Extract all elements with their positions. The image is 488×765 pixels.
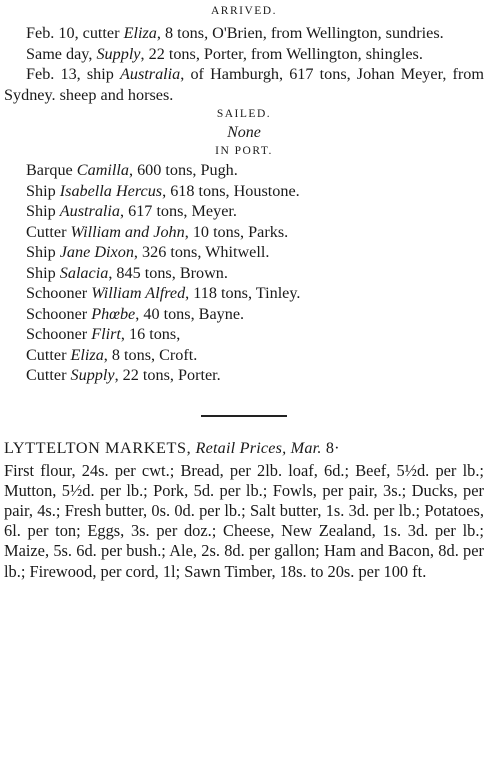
vessel-type: Schooner (26, 284, 92, 302)
vessel-name: Eliza (123, 24, 157, 42)
section-divider (201, 415, 287, 417)
sailed-heading: SAILED. (216, 108, 272, 120)
vessel-details: , 617 tons, Meyer. (120, 202, 237, 220)
vessel-name: Jane Dixon (59, 243, 134, 261)
list-item (4, 263, 484, 284)
vessel-type: Schooner (26, 325, 92, 343)
vessel-type: Barque (26, 161, 77, 179)
list-item (4, 304, 484, 325)
vessel-details: , 10 tons, Parks. (184, 222, 289, 241)
arrival-date: Same day, (26, 44, 97, 63)
vessel-details: , 40 tons, Bayne. (135, 304, 245, 323)
markets-title-main: LYTTELTON MARKETS, (4, 438, 192, 457)
vessel-details: , 600 tons, Pugh. (128, 161, 238, 179)
vessel-type: Ship (26, 263, 60, 282)
markets-title-date: 8· (325, 438, 340, 457)
vessel-details: , 16 tons, (120, 325, 181, 343)
list-item (4, 222, 484, 243)
arrival-entry (4, 64, 484, 105)
list-item (4, 345, 484, 366)
list-item (4, 242, 484, 263)
arrival-details: , of Hamburgh, 617 tons, Johan Meyer, from Sydney. sheep and horses. (4, 65, 484, 104)
vessel-type: Schooner (26, 304, 92, 323)
vessel-name: Phœbe (91, 304, 136, 323)
vessel-details: , 8 tons, Croft. (103, 345, 198, 364)
markets-title-subtitle: Retail Prices, Mar. (195, 438, 322, 457)
arrival-details: , 8 tons, O'Brien, from Wellington, sundries. (156, 24, 444, 42)
vessel-details: , 845 tons, Brown. (108, 263, 228, 282)
in-port-list (4, 160, 484, 386)
vessel-details: , 326 tons, Whitwell. (133, 243, 270, 261)
arrival-date: Feb. 13, ship (26, 65, 120, 83)
vessel-type: Cutter (26, 345, 71, 364)
vessel-type: Ship (26, 243, 60, 261)
markets-prices: First flour, 24s. per cwt.; Bread, per 2lb. loaf, 6d.; Beef, 5½d. per lb.; Mutton, 5½d. per lb.; Pork, 5d. per lb.; Fowls, per pair, 3s.; Ducks, per pair, 4s.; Fresh butter, 0s. 0d. per lb.; Salt butter, 1s. 3d. per lb.; Potatoes, 6l. per ton; Eggs, 3s. per doz.; Cheese, New Zealand, 1s. 3d. per lb.; Maize, 5s. 6d. per bush.; Ale, 2s. 8d. per gallon; Ham and Bacon, 8d. per lb.; Firewood, per cord, 1l; Sawn Timber, 18s. to 20s. per 100 ft. (4, 460, 484, 581)
arrival-entry (4, 23, 484, 44)
list-item (4, 324, 484, 345)
vessel-type: Ship (26, 181, 60, 200)
vessel-name: Camilla (76, 161, 129, 179)
vessel-name: Supply (70, 366, 115, 384)
in-port-heading: IN PORT. (215, 145, 273, 157)
sailed-none: None (227, 124, 261, 141)
arrived-heading: ARRIVED. (211, 5, 277, 17)
vessel-name: Eliza (70, 345, 104, 364)
vessel-details: , 118 tons, Tinley. (185, 284, 301, 302)
vessel-name: Flirt (91, 325, 121, 343)
markets-title (4, 437, 484, 459)
list-item (4, 283, 484, 304)
list-item (4, 201, 484, 222)
arrival-date: Feb. 10, cutter (26, 24, 124, 42)
vessel-type: Cutter (26, 366, 71, 384)
vessel-name: Salacia (59, 263, 109, 282)
vessel-details: , 618 tons, Houstone. (162, 181, 300, 200)
vessel-name: William Alfred (91, 284, 186, 302)
list-item (4, 365, 484, 386)
arrival-entry (4, 44, 484, 65)
vessel-details: , 22 tons, Porter. (114, 366, 221, 384)
vessel-name: Isabella Hercus (59, 181, 163, 200)
list-item (4, 160, 484, 181)
vessel-name: William and John (70, 222, 185, 241)
vessel-type: Ship (26, 202, 60, 220)
vessel-name: Australia (119, 65, 181, 83)
arrival-details: , 22 tons, Porter, from Wellington, shingles. (140, 44, 423, 63)
vessel-type: Cutter (26, 222, 71, 241)
vessel-name: Australia (59, 202, 121, 220)
vessel-name: Supply (96, 44, 141, 63)
list-item (4, 181, 484, 202)
